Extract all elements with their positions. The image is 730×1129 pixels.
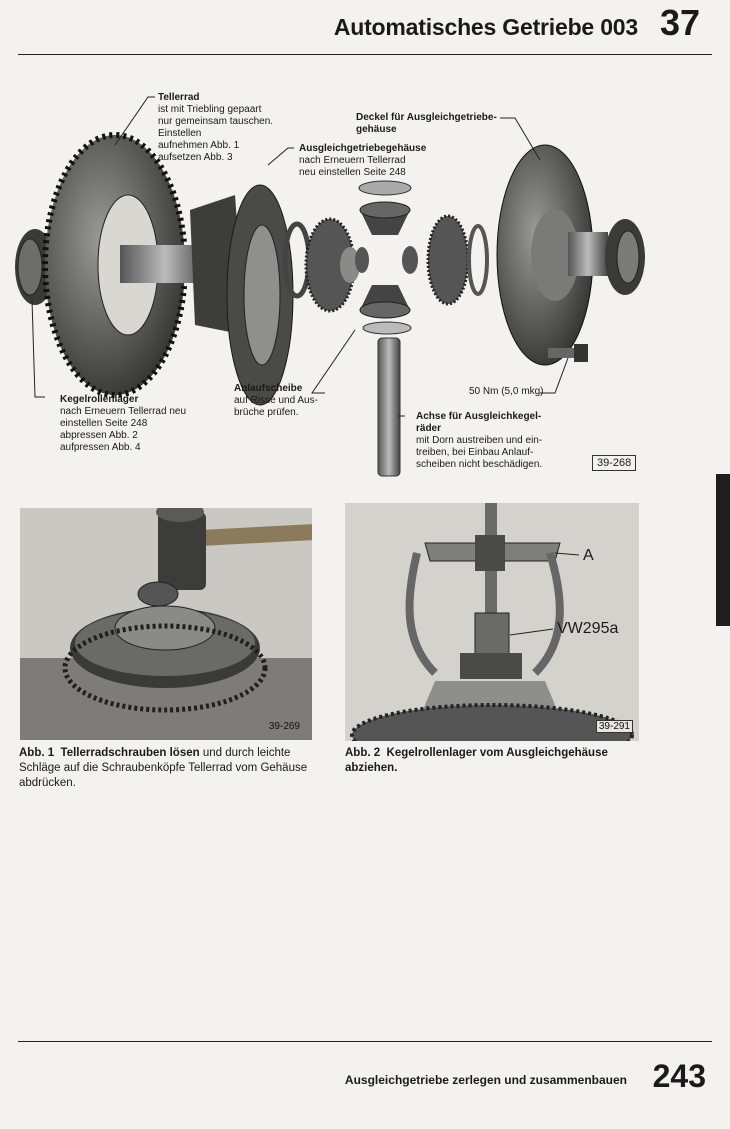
photo-ref-1: 39-269 [268,721,300,732]
side-gear-left [306,219,360,311]
pinion-gears-part [355,181,418,334]
photo-abb-1 [20,508,312,740]
label-gehaeuse: Ausgleichgetriebegehäuse nach Erneuern Tellerrad neu einstellen Seite 248 [299,143,427,178]
photo-ref-2: 39-291 [596,720,633,733]
label-anlaufscheibe: Anlaufscheibe auf Risse und Aus- brüche prüfen. [234,383,318,418]
header-rule [18,54,712,55]
label-tellerrad: Tellerrad ist mit Triebling gepaart nur gemeinsam tauschen. Einstellen aufnehmen Abb. 1 aufsetzen Abb. 3 [158,92,274,163]
label-torque: 50 Nm (5,0 mkg) [469,386,544,397]
tool-label-a: A [583,547,594,564]
page-number: 243 [652,1058,706,1094]
pinion-shaft-part [378,338,400,476]
side-gear-right [428,216,487,304]
chapter-number: 37 [659,2,700,43]
caption-abb-2: Abb. 2 Kegelrollenlager vom Ausgleichgehäuse abziehen. [345,747,608,774]
cover-part [497,145,608,365]
chapter-side-tab [716,474,730,626]
caption-abb-1: Abb. 1 Tellerradschrauben lösen und durch leichte Schläge auf die Schraubenköpfe Tellerrad vom Gehäuse abdrücken. [19,747,308,789]
label-achse: Achse für Ausgleichkegel- räder mit Dorn austreiben und ein- treiben, bei Einbau Anlauf- scheiben nicht beschädigen. [416,411,543,470]
photo-abb-2 [345,503,639,741]
footer-section-title: Ausgleichgetriebe zerlegen und zusammenbauen [344,1073,627,1087]
label-deckel: Deckel für Ausgleichgetriebe- gehäuse [356,112,497,135]
right-bearing-part [605,219,645,295]
label-kegelrollenlager: Kegelrollenlager nach Erneuern Tellerrad neu einstellen Seite 248 abpressen Abb. 2 aufpressen Abb. 4 [60,394,187,453]
tool-label-vw295a: VW295a [557,620,619,637]
footer-rule [18,1041,712,1042]
page-title: Automatisches Getriebe 003 [333,14,638,40]
diagram-figure-ref: 39-268 [592,455,636,471]
